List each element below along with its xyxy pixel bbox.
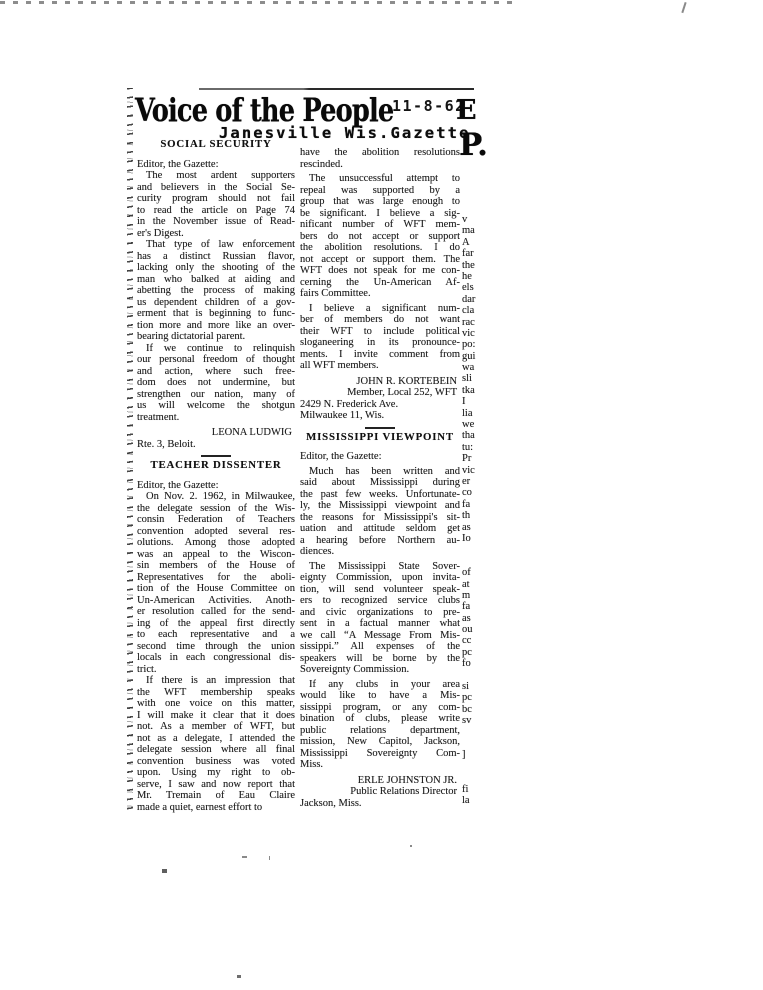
text-line: serve, I saw and now report that: [137, 778, 295, 790]
text-line: convention business was voted: [137, 755, 295, 767]
column-heading: MISSISSIPPI VIEWPOINT: [306, 430, 454, 443]
text-line: the reasons for Mississippi's sit-: [300, 511, 460, 523]
section-rule: [201, 455, 231, 457]
cutoff-text-fragment: cla: [462, 305, 475, 317]
masthead-rule: [199, 88, 474, 90]
cutoff-text-fragment: I: [462, 396, 466, 408]
cutoff-text-fragment: tha: [462, 430, 475, 442]
cutoff-text-fragment: ]: [462, 749, 466, 761]
text-line: Sovereignty Commission.: [300, 664, 410, 675]
signature-line: 2429 N. Frederick Ave.: [300, 398, 399, 410]
text-line: the abolition resolutions. I do: [300, 242, 460, 253]
signature-line: JOHN R. KORTEBEIN: [356, 375, 457, 387]
signature-line: Rte. 3, Beloit.: [137, 438, 196, 450]
text-line: I believe a significant num-: [309, 302, 460, 314]
cutoff-text-fragment: as: [462, 612, 471, 624]
text-line: er resolution called for the send-: [137, 606, 295, 617]
cutoff-text-fragment: he: [462, 270, 472, 282]
text-line: If there is an impression that: [146, 675, 295, 686]
text-line: tion more and more like an over-: [137, 319, 295, 331]
paragraph: [137, 239, 295, 343]
text-line: all WFT members.: [300, 360, 379, 371]
paragraph: [137, 491, 295, 675]
paragraph: [300, 466, 460, 558]
paragraph: [137, 343, 295, 424]
cutoff-text-fragment: er: [462, 475, 471, 487]
cutoff-text-fragment: Pr: [462, 453, 472, 465]
text-line: Un-American Activities. Anoth-: [137, 594, 295, 606]
text-line: The unsuccessful attempt to: [309, 173, 460, 184]
paragraph: [300, 561, 460, 676]
cutoff-text-fragment: po:: [462, 339, 476, 351]
text-line: Much has been written and: [309, 465, 460, 477]
cutoff-text-fragment: [462, 556, 488, 567]
newspaper-source-stamp: Janesville Wis.Gazette: [219, 124, 471, 142]
column-heading: TEACHER DISSENTER: [150, 459, 282, 471]
text-line: curity program should not fail: [137, 193, 295, 204]
cutoff-text-fragment: pc: [462, 646, 472, 658]
cutoff-text-fragment: els: [462, 282, 474, 294]
text-line: strengthen our nation, many of: [137, 388, 295, 400]
cutoff-text-fragment: si: [462, 681, 470, 693]
cutoff-text-fragment: pc: [462, 692, 472, 704]
text-line: ly, the Mississippi viewpoint and: [300, 500, 460, 511]
cutoff-text-fragment: gui: [462, 350, 476, 362]
text-line: diences.: [300, 546, 335, 557]
signature-block: [300, 775, 460, 810]
cutoff-text-fragment: ou: [462, 624, 473, 636]
cutoff-margin-letter: E: [456, 95, 477, 126]
text-line: mission, New Capitol, Jackson,: [300, 736, 460, 747]
cutoff-text-fragment: m: [462, 589, 471, 601]
cutoff-text-fragment: A: [462, 236, 470, 248]
text-line: was an appeal to the Wiscon-: [137, 548, 295, 560]
cutoff-text-fragment: rac: [462, 316, 475, 328]
text-line: man who balked at aiding and: [137, 273, 295, 285]
cutoff-text-fragment: la: [462, 794, 470, 806]
cutoff-text-fragment: sli: [462, 373, 472, 385]
text-line: Representatives for the aboli-: [137, 571, 295, 583]
cutoff-text-fragment: [462, 761, 488, 772]
signature-line: ERLE JOHNSTON JR.: [357, 774, 457, 786]
text-line: ments. I invite comment from: [300, 348, 460, 360]
text-line: olutions. Among those adopted: [137, 537, 295, 548]
paragraph: [300, 451, 460, 463]
text-line: our personal freedom of thought: [137, 354, 295, 365]
cutoff-text-fragment: co: [462, 487, 472, 499]
cutoff-margin-letter: P.: [459, 127, 488, 163]
paragraph: [137, 480, 295, 492]
cutoff-text-fragment: of: [462, 567, 471, 579]
cutoff-text-fragment: vic: [462, 327, 475, 339]
text-line: and believers in the Social Se-: [137, 181, 295, 193]
signature-block: [300, 376, 460, 422]
cutoff-text-fragment: wa: [462, 362, 475, 374]
top-dotted-line: [0, 1, 516, 4]
text-line: bearing dictatorial parent.: [137, 331, 246, 342]
text-line: tion, will send volunteer speak-: [300, 583, 460, 595]
text-line: with one voice on this matter,: [137, 698, 295, 709]
text-line: would like to have a Mis-: [300, 690, 460, 701]
paragraph: [300, 303, 460, 372]
scan-speck: [410, 845, 412, 847]
scan-speck: [269, 856, 270, 860]
text-line: lacking only the shooting of the: [137, 262, 295, 273]
text-line: not. As a member of WFT, but: [137, 721, 295, 732]
cutoff-text-fragment: cc: [462, 635, 472, 647]
text-line: sin members of the House of: [137, 560, 295, 571]
cutoff-text-fragment: fi: [462, 783, 469, 795]
text-line: the delegate session of the Wis-: [137, 502, 295, 514]
text-line: us dependent children of a gov-: [137, 296, 295, 308]
text-line: If we continue to relinquish: [146, 342, 295, 354]
column-heading: SOCIAL SECURITY: [160, 138, 272, 150]
cutoff-text-fragment: fa: [462, 498, 471, 510]
text-line: a hearing before Northern au-: [300, 534, 460, 546]
scan-speck: [242, 856, 247, 858]
cutoff-text-fragment: sv: [462, 715, 472, 727]
text-line: Mr. Tremain of Eau Claire: [137, 790, 295, 801]
signature-line: Milwaukee 11, Wis.: [300, 410, 385, 421]
text-line: erment that is beginning to func-: [137, 308, 295, 319]
text-line: not accept or support them. The: [300, 253, 460, 265]
text-line: tion of the House Committee on: [137, 583, 295, 594]
text-line: nificant number of WFT mem-: [300, 219, 460, 230]
text-line: I will make it clear that it does: [137, 709, 295, 721]
text-line: we call “A Message From Mis-: [300, 629, 460, 641]
paragraph: [300, 173, 460, 300]
text-line: Editor, the Gazette:: [300, 451, 382, 462]
text-line: WFT does not speak for me con-: [300, 265, 460, 276]
cutoff-text-fragment: bc: [462, 703, 472, 715]
paragraph: [137, 159, 295, 171]
text-line: bers do not accept or support: [300, 230, 460, 242]
signature-line: Public Relations Director: [350, 786, 457, 797]
text-line: Mississippi Sovereignty Com-: [300, 747, 460, 759]
text-line: speakers will be borne by the: [300, 652, 460, 664]
text-line: sent in a factual manner what: [300, 618, 460, 629]
cutoff-text-fragment: as: [462, 521, 471, 533]
text-line: and civic organizations to pre-: [300, 606, 460, 618]
cutoff-text-fragment: [462, 738, 488, 749]
cutoff-text-fragment: th: [462, 510, 471, 522]
text-line: said about Mississippi during: [300, 477, 460, 488]
text-line: ber of members do not want: [300, 314, 460, 325]
signature-line: Jackson, Miss.: [300, 797, 362, 809]
text-line: rescinded.: [300, 158, 343, 170]
column-middle: [300, 147, 460, 809]
text-line: abetting the process of making: [137, 285, 295, 296]
text-line: has a distinct Russian flavor,: [137, 250, 295, 262]
text-line: uation and attitude seldom get: [300, 523, 460, 534]
column-left: [137, 136, 295, 813]
text-line: Editor, the Gazette:: [137, 479, 219, 491]
scan-speck: [237, 975, 241, 978]
text-line: upon. Using my right to ob-: [137, 767, 295, 778]
cutoff-text-fragment: [462, 727, 488, 738]
text-line: er's Digest.: [137, 227, 184, 239]
date-stamp: 11-8-62: [392, 97, 466, 115]
text-line: ing of the appeal first directly: [137, 617, 295, 629]
text-line: Editor, the Gazette:: [137, 158, 219, 170]
text-line: sissippi program, or any com-: [300, 701, 460, 713]
signature-line: Member, Local 252, WFT: [347, 387, 457, 398]
paragraph: [300, 147, 460, 170]
cutoff-text-fragment: tu:: [462, 441, 474, 453]
text-line: us will welcome the shotgun: [137, 400, 295, 411]
text-line: be significant. I believe a sig-: [300, 207, 460, 219]
text-line: convention adopted several res-: [137, 525, 295, 537]
scan-speck: [162, 869, 167, 873]
cutoff-text-fragment: dar: [462, 293, 476, 305]
cutoff-text-fragment: v: [462, 214, 468, 225]
text-line: treatment.: [137, 411, 180, 423]
section-rule: [365, 427, 395, 429]
text-line: group that was large enough to: [300, 196, 460, 207]
cutoff-text-fragment: we: [462, 419, 475, 431]
column-right-cutoff: [462, 214, 488, 806]
cutoff-text-fragment: [462, 544, 488, 555]
paragraph: [137, 675, 295, 813]
text-line: That type of law enforcement: [146, 239, 295, 250]
cutoff-text-fragment: [462, 772, 488, 783]
cutoff-text-fragment: fa: [462, 601, 471, 613]
text-line: eignty Commission, upon invita-: [300, 572, 460, 583]
text-line: The Mississippi State Sover-: [309, 560, 460, 572]
cutoff-text-fragment: far: [462, 248, 474, 260]
cutoff-text-fragment: at: [462, 578, 470, 590]
pen-slash-mark: [681, 2, 686, 13]
text-line: The most ardent supporters: [146, 170, 295, 181]
text-line: sloganeering in its pronounce-: [300, 337, 460, 348]
cutoff-text-fragment: ma: [462, 225, 475, 237]
text-line: the past few weeks. Unfortunate-: [300, 488, 460, 500]
cutoff-text-fragment: Io: [462, 532, 471, 544]
text-line: not as a delegate, I attended the: [137, 732, 295, 744]
torn-paper-edge: [127, 88, 133, 814]
cutoff-text-fragment: [462, 670, 488, 681]
text-line: delegate session where all final: [137, 744, 295, 755]
text-line: and action, where such free-: [137, 365, 295, 377]
text-line: the WFT membership speaks: [137, 686, 295, 698]
cutoff-text-fragment: the: [462, 259, 475, 271]
text-line: trict.: [137, 663, 157, 675]
cutoff-text-fragment: fo: [462, 658, 471, 670]
text-line: dom does not undermine, but: [137, 377, 295, 388]
text-line: On Nov. 2. 1962, in Milwaukee,: [146, 491, 295, 502]
masthead-title: Voice of the People: [135, 91, 394, 129]
paragraph: [300, 679, 460, 771]
cutoff-text-fragment: lia: [462, 407, 473, 419]
text-line: public relations department,: [300, 724, 460, 736]
text-line: If any clubs in your area: [309, 678, 460, 690]
text-line: to each representative and a: [137, 629, 295, 640]
text-line: made a quiet, earnest effort to: [137, 801, 263, 813]
text-line: repeal was supported by a: [300, 184, 460, 196]
text-line: their WFT to include political: [300, 325, 460, 337]
paragraph: [137, 170, 295, 239]
signature-block: [137, 427, 295, 450]
signature-line: LEONA LUDWIG: [211, 427, 292, 438]
text-line: cerning the Un-American Af-: [300, 276, 460, 288]
text-line: bination of clubs, please write: [300, 713, 460, 724]
text-line: Miss.: [300, 759, 324, 770]
text-line: consin Federation of Teachers: [137, 514, 295, 525]
text-line: locals in each congressional dis-: [137, 652, 295, 663]
text-line: ers to recognized service clubs: [300, 595, 460, 606]
cutoff-text-fragment: vic: [462, 464, 475, 476]
cutoff-text-fragment: tka: [462, 384, 475, 396]
text-line: to read the article on Page 74: [137, 204, 295, 216]
text-line: sissippi.” All expenses of the: [300, 641, 460, 652]
text-line: second time through the union: [137, 640, 295, 652]
text-line: fairs Committee.: [300, 288, 371, 299]
text-line: in the November issue of Read-: [137, 216, 295, 227]
text-line: have the abolition resolutions: [300, 147, 460, 158]
